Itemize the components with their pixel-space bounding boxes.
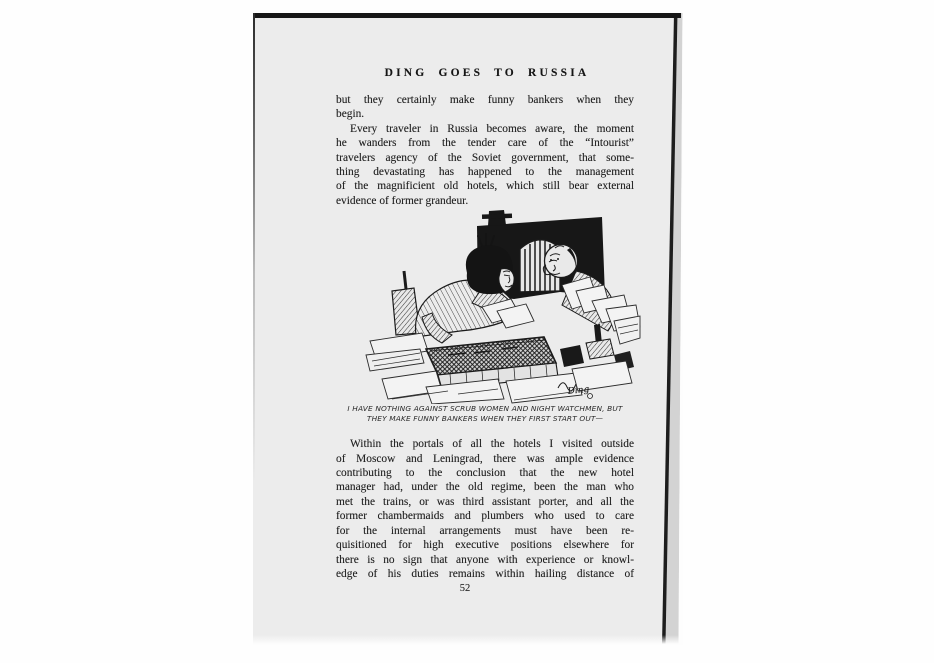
page-right-edge [653, 13, 683, 645]
text-line: he wanders from the tender care of the “Intourist” [336, 137, 634, 150]
artist-signature: Ding [567, 385, 590, 398]
illustration [336, 208, 634, 424]
text-line: evidence of former grandeur. [336, 194, 469, 207]
book-page [253, 13, 683, 645]
text-line: for the internal arrangements must have been re- [336, 524, 634, 537]
running-head: DING GOES TO RUSSIA [384, 67, 590, 79]
illustration-caption [336, 404, 634, 424]
paragraph [336, 437, 634, 581]
text-line: met the trains, or was third assistant porter, and all the [336, 495, 634, 508]
page-bottom-fade [253, 635, 679, 645]
text-line: of the magnificient old hotels, which still bear external [336, 180, 634, 193]
text-line: travelers agency of the Soviet government, that some- [336, 151, 634, 164]
text-line: but they certainly make funny bankers when they [336, 94, 634, 106]
text-line: edge of his duties remains within hailing distance of [336, 567, 634, 580]
illustration-caption-line: I HAVE NOTHING AGAINST SCRUB WOMEN AND NIGHT WATCHMEN, BUT [347, 404, 623, 414]
text-line: manager had, under the old regime, been the man who [336, 481, 634, 494]
illustration-caption-line: THEY MAKE FUNNY BANKERS WHEN THEY FIRST START OUT— [366, 414, 604, 424]
page-top-edge [253, 13, 681, 18]
page-left-edge [253, 13, 255, 483]
text-line: contributing to the conclusion that the new hotel [336, 467, 634, 480]
paragraph [336, 93, 634, 122]
text-line: there is no sign that anyone with experience or knowl- [336, 553, 634, 566]
text-line: begin. [336, 108, 365, 121]
woman-figure [416, 234, 521, 343]
cartoon-drawing [362, 208, 642, 404]
text-line: quisitioned for high executive positions elsewhere for [336, 539, 634, 552]
paragraph [336, 122, 634, 208]
text-line: Within the portals of all the hotels I visited outside [350, 438, 634, 451]
text-line: thing devastating has happened to the management [336, 166, 634, 179]
text-line: former chambermaids and plumbers who used to care [336, 510, 634, 523]
text-line: of Moscow and Leningrad, there was ample evidence [336, 452, 634, 465]
page-content [336, 66, 634, 595]
text-line: Every traveler in Russia becomes aware, the moment [350, 122, 634, 135]
page-number: 52 [459, 583, 471, 595]
